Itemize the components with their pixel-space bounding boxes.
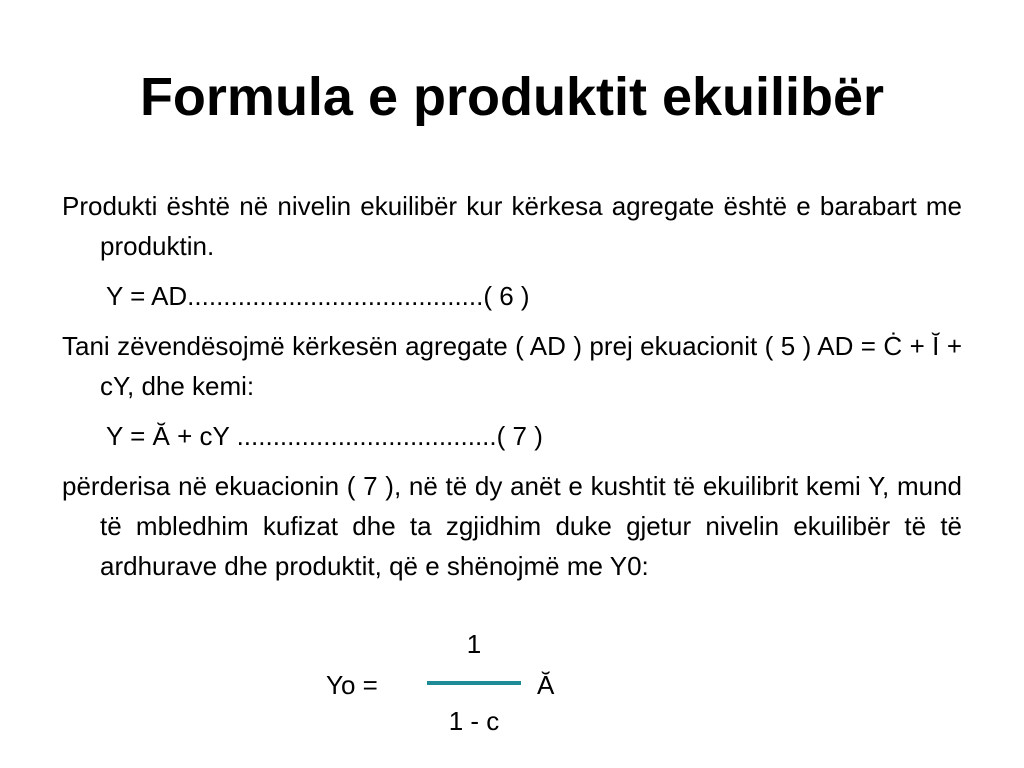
paragraph-substitution: Tani zëvendësojmë kërkesën agregate ( AD ) prej ekuacionit ( 5 ) AD = Ċ + Ĭ + cY, dhe kemi: xyxy=(62,331,962,401)
slide-title: Formula e produktit ekuilibër xyxy=(139,67,885,127)
equation-6: Y = AD.........................................( 6 ) xyxy=(106,281,530,311)
formula-lhs: Yo = xyxy=(326,670,378,700)
formula-rhs: Ă xyxy=(537,670,555,700)
paragraph-equilibrium-definition: Produkti është në nivelin ekuilibër kur kërkesa agregate është e barabart me produktin. xyxy=(62,191,962,261)
fraction-bar xyxy=(427,681,521,685)
formula-numerator: 1 xyxy=(466,629,482,659)
formula-denominator: 1 - c xyxy=(448,706,500,736)
paragraph-solve-equilibrium: përderisa në ekuacionin ( 7 ), në të dy anët e kushtit të ekuilibrit kemi Y, mund të mbledhim kufizat dhe ta zgjidhim duke gjetur nivelin ekuilibër të të ardhurave dhe produktit, që e shënojmë me Y0: xyxy=(62,471,962,581)
equation-7: Y = Ă + cY ....................................( 7 ) xyxy=(106,421,543,451)
